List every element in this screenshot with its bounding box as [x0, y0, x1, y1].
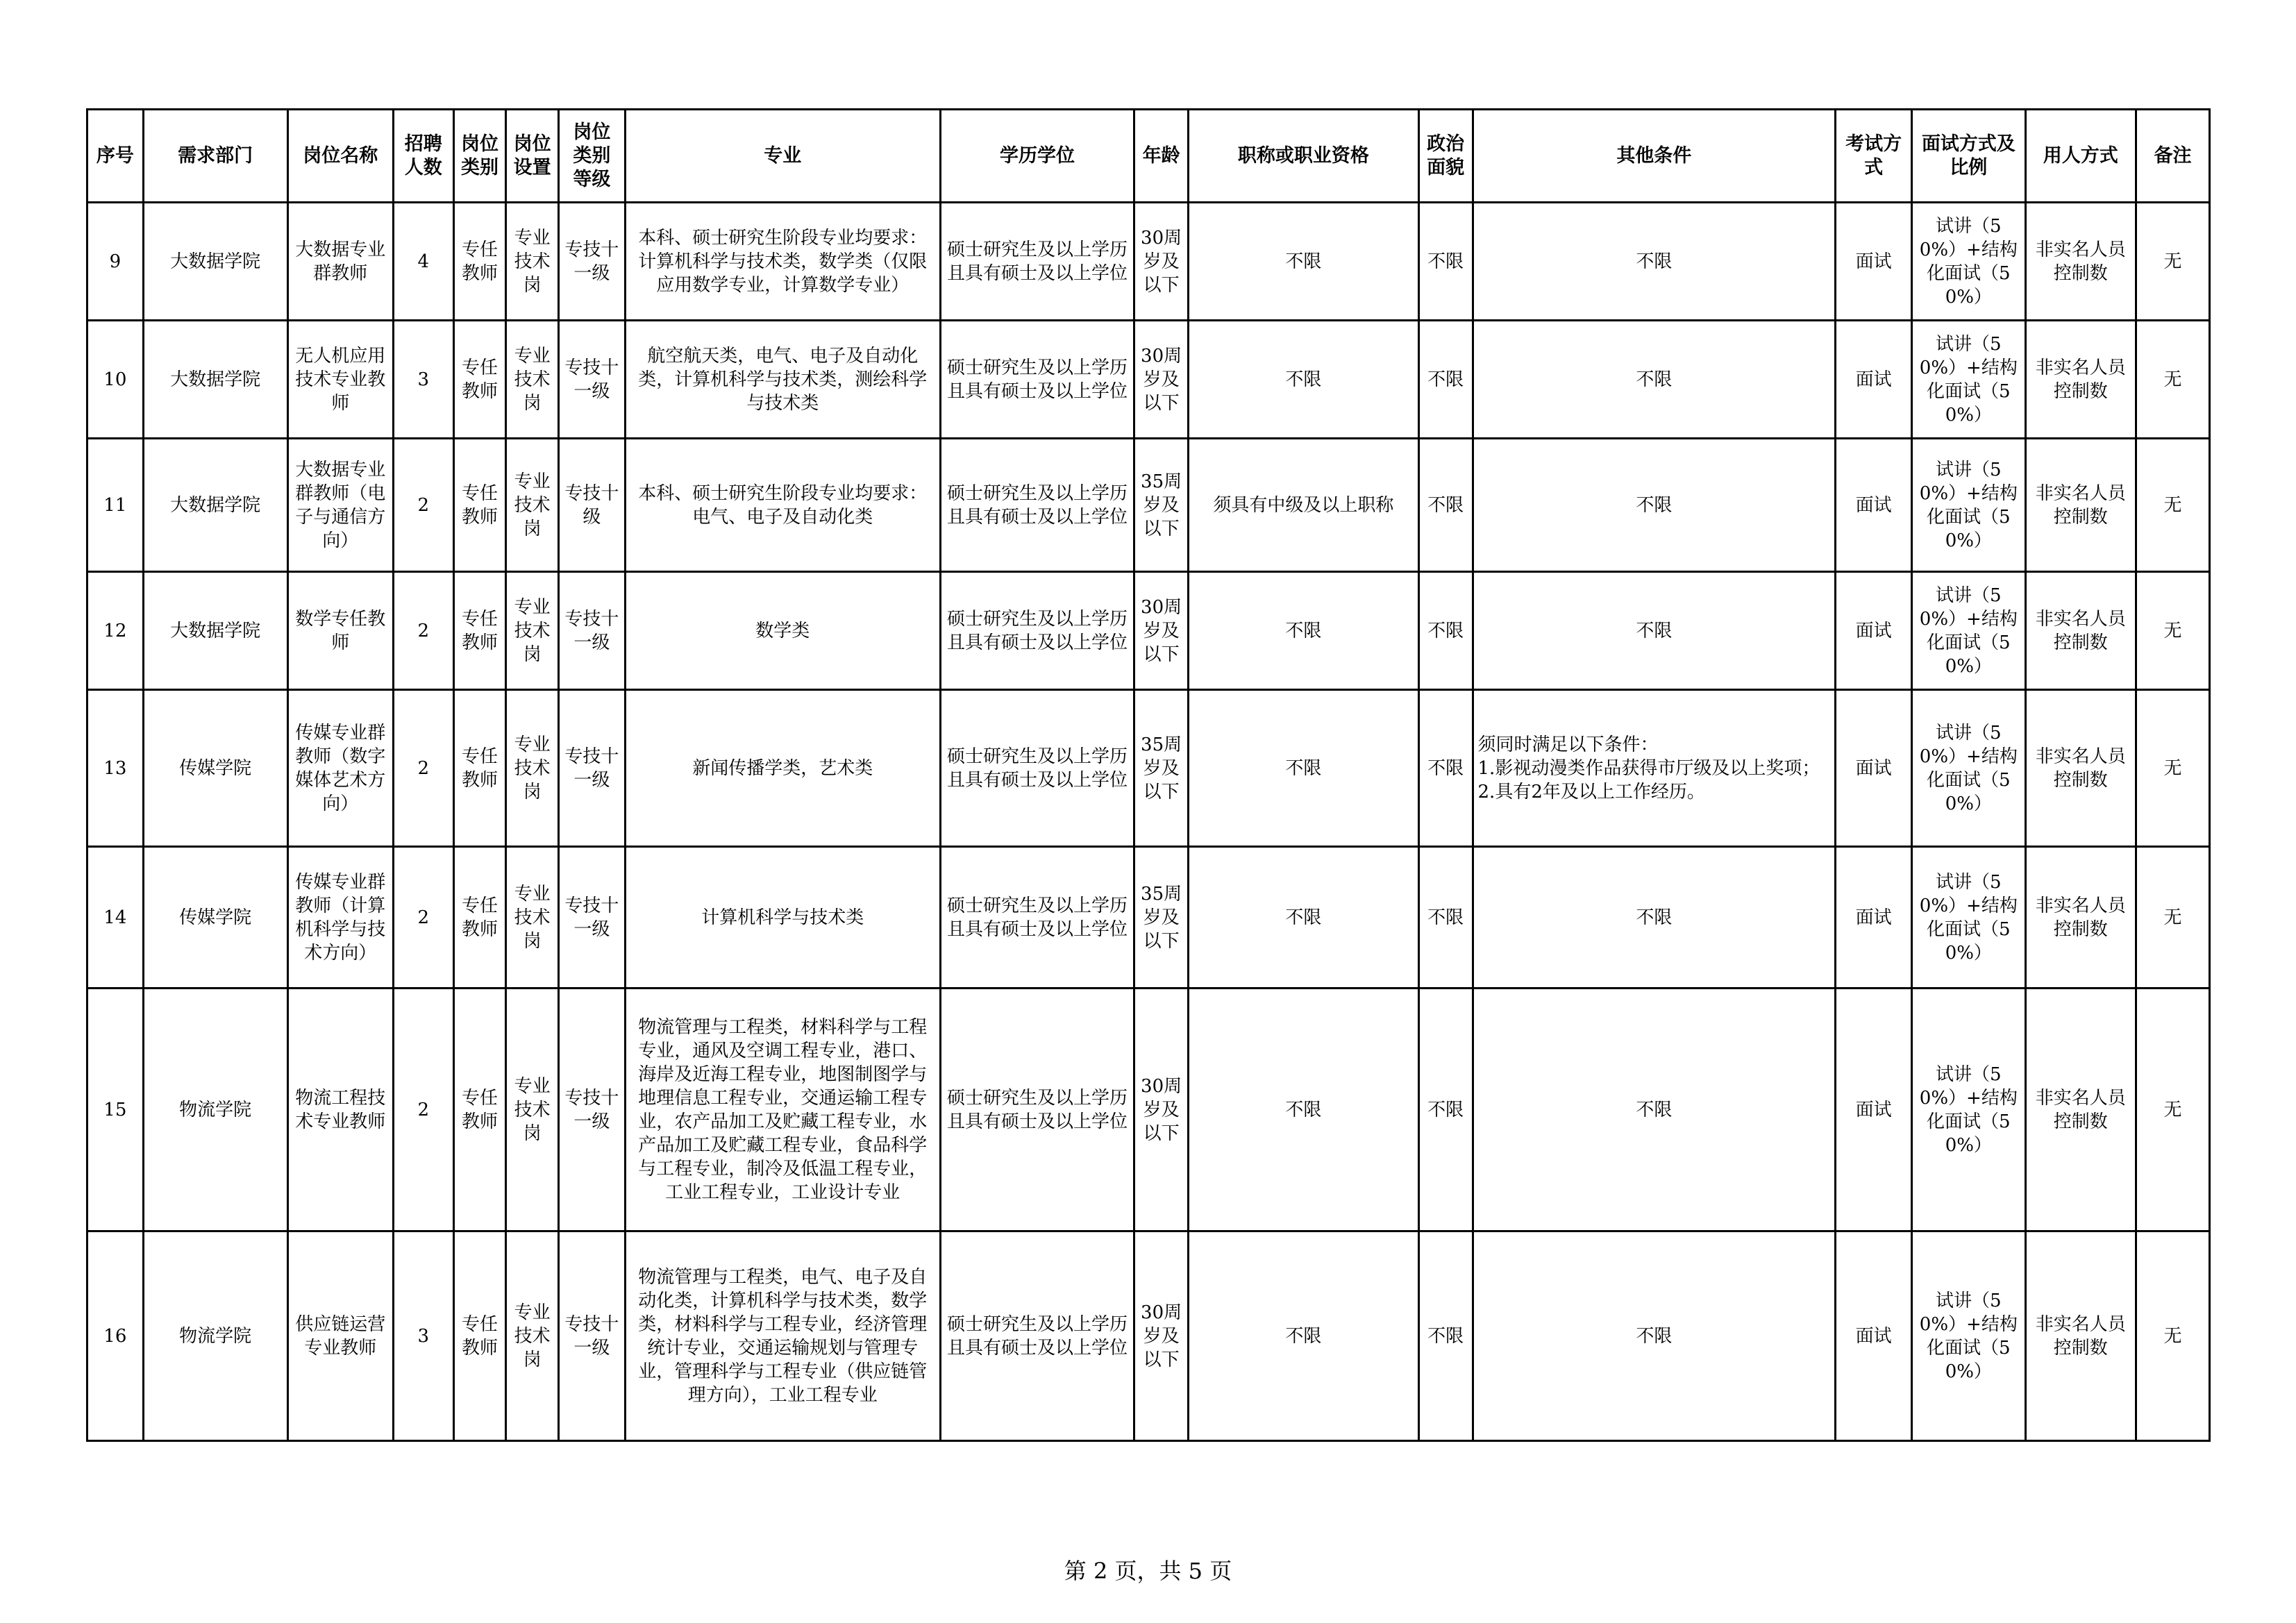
table-row [87, 439, 2210, 572]
table-cell: 2 [393, 572, 453, 690]
table-cell: 试讲（50%）+结构化面试（50%） [1912, 572, 2025, 690]
table-cell: 专业技术岗 [506, 690, 559, 847]
table-cell: 30周岁及以下 [1134, 572, 1189, 690]
table-cell: 3 [393, 1231, 453, 1441]
table-row [87, 1231, 2210, 1441]
column-header: 职称或职业资格 [1188, 110, 1418, 203]
table-cell: 不限 [1418, 1231, 1473, 1441]
table-cell: 非实名人员控制数 [2025, 1231, 2136, 1441]
table-cell: 试讲（50%）+结构化面试（50%） [1912, 321, 2025, 439]
table-cell: 专任教师 [453, 203, 506, 321]
table-cell: 专任教师 [453, 439, 506, 572]
table-cell: 不限 [1188, 989, 1418, 1231]
table-cell: 传媒学院 [143, 690, 287, 847]
table-cell: 硕士研究生及以上学历且具有硕士及以上学位 [940, 847, 1134, 989]
table-cell: 大数据专业群教师 [287, 203, 393, 321]
table-cell: 不限 [1473, 321, 1836, 439]
column-header: 岗位名称 [287, 110, 393, 203]
table-cell: 12 [87, 572, 144, 690]
table-cell: 新闻传播学类，艺术类 [625, 690, 940, 847]
table-row [87, 572, 2210, 690]
table-cell: 大数据专业群教师（电子与通信方向） [287, 439, 393, 572]
table-cell: 专业技术岗 [506, 439, 559, 572]
table-cell: 30周岁及以下 [1134, 1231, 1189, 1441]
table-cell: 9 [87, 203, 144, 321]
table-cell: 专技十一级 [558, 690, 625, 847]
page-number: 第 2 页，共 5 页 [1064, 1558, 1232, 1584]
table-cell: 不限 [1473, 847, 1836, 989]
table-cell: 专技十一级 [558, 1231, 625, 1441]
table-cell: 不限 [1188, 203, 1418, 321]
table-cell: 不限 [1418, 690, 1473, 847]
table-cell: 物流管理与工程类，电气、电子及自动化类，计算机科学与技术类，数学类，材料科学与工程专业，经济管理统计专业，交通运输规划与管理专业，管理科学与工程专业（供应链管理方向），工业工程专业 [625, 1231, 940, 1441]
table-cell: 专任教师 [453, 1231, 506, 1441]
table-cell: 本科、硕士研究生阶段专业均要求：计算机科学与技术类，数学类（仅限应用数学专业，计算数学专业） [625, 203, 940, 321]
table-cell: 供应链运营专业教师 [287, 1231, 393, 1441]
table-cell: 航空航天类，电气、电子及自动化类，计算机科学与技术类，测绘科学与技术类 [625, 321, 940, 439]
table-cell: 不限 [1418, 203, 1473, 321]
table-cell: 非实名人员控制数 [2025, 572, 2136, 690]
column-header: 面试方式及比例 [1912, 110, 2025, 203]
table-cell: 面试 [1836, 989, 1912, 1231]
column-header: 岗位设置 [506, 110, 559, 203]
table-cell: 无 [2136, 1231, 2209, 1441]
table-cell: 无 [2136, 989, 2209, 1231]
table-cell: 专技十级 [558, 439, 625, 572]
table-cell: 试讲（50%）+结构化面试（50%） [1912, 847, 2025, 989]
table-cell: 大数据学院 [143, 203, 287, 321]
table-cell: 无 [2136, 321, 2209, 439]
table-cell: 专任教师 [453, 321, 506, 439]
column-header: 学历学位 [940, 110, 1134, 203]
table-cell: 专任教师 [453, 572, 506, 690]
table-cell: 2 [393, 847, 453, 989]
table-cell: 硕士研究生及以上学历且具有硕士及以上学位 [940, 321, 1134, 439]
table-cell: 无人机应用技术专业教师 [287, 321, 393, 439]
table-body [87, 203, 2210, 1441]
table-cell: 硕士研究生及以上学历且具有硕士及以上学位 [940, 989, 1134, 1231]
table-cell: 传媒学院 [143, 847, 287, 989]
table-cell: 2 [393, 690, 453, 847]
column-header: 政治面貌 [1418, 110, 1473, 203]
table-header [87, 110, 2210, 203]
table-cell: 非实名人员控制数 [2025, 203, 2136, 321]
table-cell: 面试 [1836, 847, 1912, 989]
column-header: 岗位类别等级 [558, 110, 625, 203]
table-cell: 专技十一级 [558, 989, 625, 1231]
table-cell: 物流学院 [143, 989, 287, 1231]
table-cell: 不限 [1418, 572, 1473, 690]
table-cell: 专技十一级 [558, 321, 625, 439]
table-cell: 面试 [1836, 321, 1912, 439]
table-cell: 硕士研究生及以上学历且具有硕士及以上学位 [940, 203, 1134, 321]
table-cell: 试讲（50%）+结构化面试（50%） [1912, 203, 2025, 321]
table-cell: 专技十一级 [558, 203, 625, 321]
table-cell: 专技十一级 [558, 572, 625, 690]
table-cell: 不限 [1473, 989, 1836, 1231]
table-cell: 试讲（50%）+结构化面试（50%） [1912, 690, 2025, 847]
table-cell: 本科、硕士研究生阶段专业均要求：电气、电子及自动化类 [625, 439, 940, 572]
table-cell: 无 [2136, 690, 2209, 847]
table-cell: 不限 [1188, 847, 1418, 989]
table-cell: 面试 [1836, 439, 1912, 572]
table-cell: 专任教师 [453, 690, 506, 847]
table-row [87, 203, 2210, 321]
column-header: 序号 [87, 110, 144, 203]
table-cell: 专业技术岗 [506, 321, 559, 439]
table-cell: 硕士研究生及以上学历且具有硕士及以上学位 [940, 690, 1134, 847]
recruitment-table [86, 108, 2211, 1442]
table-cell: 10 [87, 321, 144, 439]
table-cell: 不限 [1418, 989, 1473, 1231]
table-cell: 不限 [1473, 439, 1836, 572]
table-cell: 13 [87, 690, 144, 847]
table-cell: 4 [393, 203, 453, 321]
table-cell: 非实名人员控制数 [2025, 690, 2136, 847]
table-cell: 非实名人员控制数 [2025, 847, 2136, 989]
table-cell: 数学类 [625, 572, 940, 690]
table-row [87, 690, 2210, 847]
table-row [87, 321, 2210, 439]
table-cell: 35周岁及以下 [1134, 690, 1189, 847]
column-header: 岗位类别 [453, 110, 506, 203]
table-cell: 专业技术岗 [506, 572, 559, 690]
table-cell: 试讲（50%）+结构化面试（50%） [1912, 439, 2025, 572]
table-cell: 物流管理与工程类，材料科学与工程专业，通风及空调工程专业，港口、海岸及近海工程专业，地图制图学与地理信息工程专业，交通运输工程专业，农产品加工及贮藏工程专业，水产品加工及贮藏工程专业，食品科学与工程专业，制冷及低温工程专业，工业工程专业，工业设计专业 [625, 989, 940, 1231]
table-cell: 须具有中级及以上职称 [1188, 439, 1418, 572]
table-cell: 30周岁及以下 [1134, 989, 1189, 1231]
column-header: 需求部门 [143, 110, 287, 203]
column-header: 年龄 [1134, 110, 1189, 203]
column-header: 用人方式 [2025, 110, 2136, 203]
table-cell: 试讲（50%）+结构化面试（50%） [1912, 989, 2025, 1231]
table-cell: 不限 [1418, 321, 1473, 439]
table-cell: 大数据学院 [143, 439, 287, 572]
table-cell: 30周岁及以下 [1134, 321, 1189, 439]
column-header: 考试方式 [1836, 110, 1912, 203]
table-cell: 非实名人员控制数 [2025, 439, 2136, 572]
table-cell: 不限 [1473, 1231, 1836, 1441]
table-cell: 大数据学院 [143, 572, 287, 690]
table-cell: 无 [2136, 572, 2209, 690]
table-cell: 硕士研究生及以上学历且具有硕士及以上学位 [940, 439, 1134, 572]
table-cell: 16 [87, 1231, 144, 1441]
table-cell: 不限 [1188, 1231, 1418, 1441]
table-cell: 无 [2136, 203, 2209, 321]
table-cell: 15 [87, 989, 144, 1231]
table-row [87, 847, 2210, 989]
table-cell: 物流学院 [143, 1231, 287, 1441]
table-cell: 2 [393, 989, 453, 1231]
table-cell: 专任教师 [453, 989, 506, 1231]
table-cell: 大数据学院 [143, 321, 287, 439]
column-header: 备注 [2136, 110, 2209, 203]
table-cell: 不限 [1188, 690, 1418, 847]
table-cell: 非实名人员控制数 [2025, 321, 2136, 439]
table-cell: 试讲（50%）+结构化面试（50%） [1912, 1231, 2025, 1441]
table-cell: 3 [393, 321, 453, 439]
table-cell: 面试 [1836, 203, 1912, 321]
table-cell: 专业技术岗 [506, 1231, 559, 1441]
column-header: 招聘人数 [393, 110, 453, 203]
table-cell: 35周岁及以下 [1134, 439, 1189, 572]
table-cell: 35周岁及以下 [1134, 847, 1189, 989]
table-cell: 数学专任教师 [287, 572, 393, 690]
table-cell: 不限 [1188, 572, 1418, 690]
table-cell: 无 [2136, 847, 2209, 989]
table-cell: 物流工程技术专业教师 [287, 989, 393, 1231]
table-cell: 不限 [1418, 847, 1473, 989]
table-cell: 硕士研究生及以上学历且具有硕士及以上学位 [940, 1231, 1134, 1441]
table-cell: 传媒专业群教师（计算机科学与技术方向） [287, 847, 393, 989]
header-row [87, 110, 2210, 203]
table-cell: 无 [2136, 439, 2209, 572]
table-cell: 2 [393, 439, 453, 572]
table-cell: 专业技术岗 [506, 847, 559, 989]
table-cell: 传媒专业群教师（数字媒体艺术方向） [287, 690, 393, 847]
table-cell: 面试 [1836, 1231, 1912, 1441]
column-header: 其他条件 [1473, 110, 1836, 203]
table-cell: 专任教师 [453, 847, 506, 989]
table-cell: 非实名人员控制数 [2025, 989, 2136, 1231]
table-cell: 面试 [1836, 572, 1912, 690]
table-cell: 计算机科学与技术类 [625, 847, 940, 989]
table-cell: 不限 [1418, 439, 1473, 572]
table-row [87, 989, 2210, 1231]
table-cell: 30周岁及以下 [1134, 203, 1189, 321]
table-cell: 14 [87, 847, 144, 989]
table-cell: 不限 [1188, 321, 1418, 439]
table-cell: 不限 [1473, 203, 1836, 321]
table-cell: 硕士研究生及以上学历且具有硕士及以上学位 [940, 572, 1134, 690]
table-cell: 11 [87, 439, 144, 572]
column-header: 专业 [625, 110, 940, 203]
table-cell: 专业技术岗 [506, 203, 559, 321]
table-cell: 不限 [1473, 572, 1836, 690]
table-cell: 专业技术岗 [506, 989, 559, 1231]
table-cell: 须同时满足以下条件： 1.影视动漫类作品获得市厅级及以上奖项； 2.具有2年及以上工作经历。 [1473, 690, 1836, 847]
table-cell: 专技十一级 [558, 847, 625, 989]
table-cell: 面试 [1836, 690, 1912, 847]
